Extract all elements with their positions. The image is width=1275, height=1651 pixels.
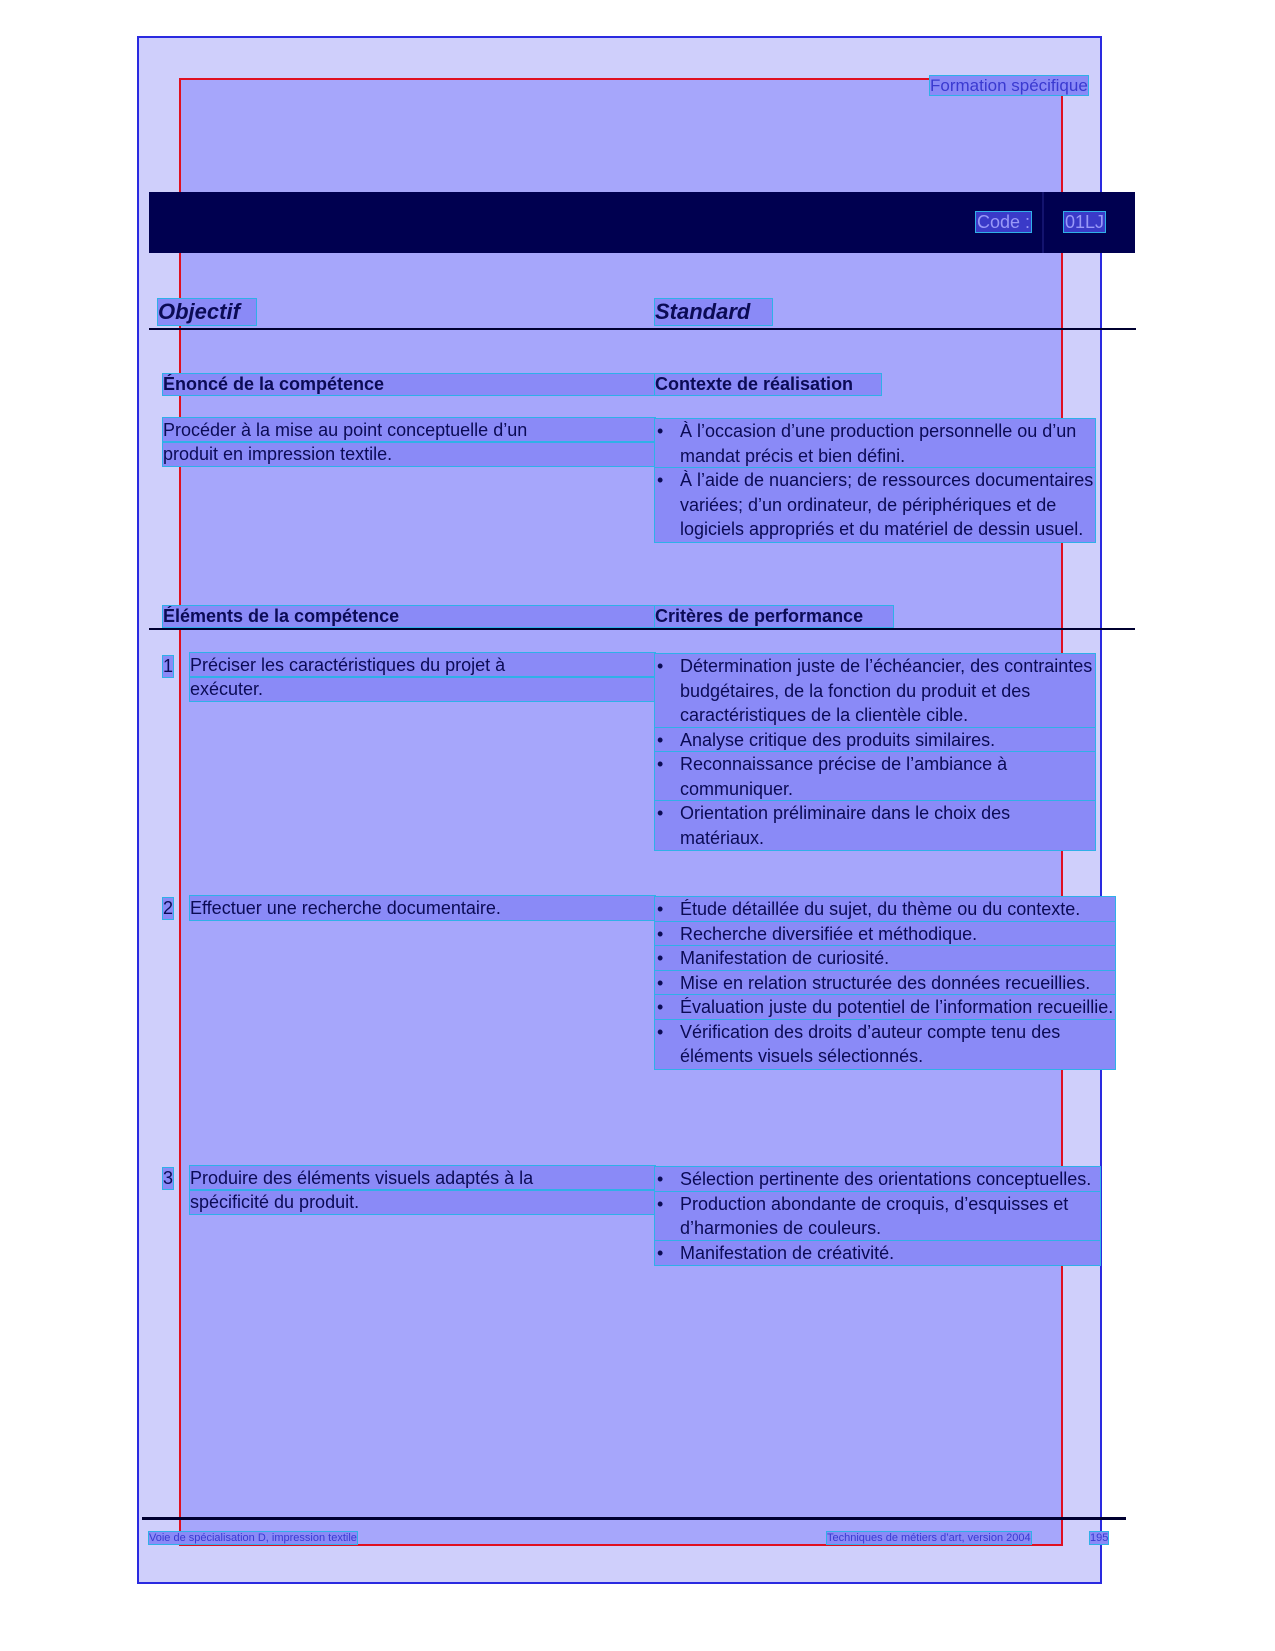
- enonce-text: [163, 418, 655, 466]
- list-item: • Manifestation de créativité.: [655, 1241, 1100, 1266]
- element-line: exécuter.: [190, 677, 655, 701]
- element-line: Effectuer une recherche documentaire.: [190, 896, 655, 920]
- element-line: Préciser les caractéristiques du projet à: [190, 653, 655, 677]
- elements-title: Éléments de la compétence: [163, 606, 655, 627]
- list-item: • Analyse critique des produits similaires.: [655, 728, 1095, 753]
- list-item: • Sélection pertinente des orientations conceptuelles.: [655, 1167, 1100, 1192]
- page-number: 195: [1090, 1532, 1109, 1544]
- list-item: • Reconnaissance précise de l’ambiance à communiquer.: [655, 752, 1095, 801]
- enonce-line: produit en impression textile.: [163, 442, 655, 466]
- list-item: • Orientation préliminaire dans le choix des matériaux.: [655, 801, 1095, 850]
- list-item: • Vérification des droits d’auteur compte tenu des éléments visuels sélectionnés.: [655, 1020, 1115, 1069]
- element-line: Produire des éléments visuels adaptés à la: [190, 1166, 655, 1190]
- header-section-title: Formation spécifique: [930, 76, 1088, 95]
- criteria-list-3: [655, 1167, 1100, 1265]
- code-value: 01LJ: [1065, 212, 1105, 232]
- element-text: [190, 896, 655, 920]
- list-item: • À l’aide de nuanciers; de ressources documentaires variées; d’un ordinateur, de périphériques et de logiciels appropriés et du matériel de dessin usuel.: [655, 468, 1095, 542]
- code-separator: [1042, 192, 1044, 253]
- list-item: • Manifestation de curiosité.: [655, 946, 1115, 971]
- element-number: 1: [163, 656, 174, 676]
- element-text: [190, 653, 655, 701]
- list-item: • Évaluation juste du potentiel de l’information recueillie.: [655, 995, 1115, 1020]
- element-text: [190, 1166, 655, 1214]
- list-item: • À l’occasion d’une production personnelle ou d’un mandat précis et bien défini.: [655, 419, 1095, 468]
- contexte-title: Contexte de réalisation: [655, 374, 881, 395]
- element-number: 3: [163, 1168, 174, 1188]
- list-item: • Étude détaillée du sujet, du thème ou du contexte.: [655, 897, 1115, 922]
- list-item: • Détermination juste de l’échéancier, des contraintes budgétaires, de la fonction du produit et des caractéristiques de la clientèle cible.: [655, 654, 1095, 728]
- header-rule: [149, 328, 1136, 330]
- enonce-title: Énoncé de la compétence: [163, 374, 655, 395]
- list-item: • Production abondante de croquis, d’esquisses et d’harmonies de couleurs.: [655, 1192, 1100, 1241]
- footer-left: Voie de spécialisation D, impression textile: [149, 1532, 357, 1544]
- column-standard: Standard: [655, 299, 772, 325]
- footer-rule: [142, 1517, 1126, 1520]
- column-objectif: Objectif: [158, 299, 256, 325]
- section-rule: [149, 628, 1135, 630]
- footer-right: Techniques de métiers d’art, version 2004: [827, 1532, 1031, 1544]
- contexte-list: [655, 419, 1095, 542]
- enonce-line: Procéder à la mise au point conceptuelle d’un: [163, 418, 655, 442]
- criteres-title: Critères de performance: [655, 606, 893, 627]
- criteria-list-2: [655, 897, 1115, 1069]
- element-number: 2: [163, 898, 174, 918]
- element-line: spécificité du produit.: [190, 1190, 655, 1214]
- code-band: [149, 192, 1135, 253]
- criteria-list-1: [655, 654, 1095, 850]
- list-item: • Recherche diversifiée et méthodique.: [655, 922, 1115, 947]
- code-label: Code :: [977, 212, 1031, 232]
- list-item: • Mise en relation structurée des données recueillies.: [655, 971, 1115, 996]
